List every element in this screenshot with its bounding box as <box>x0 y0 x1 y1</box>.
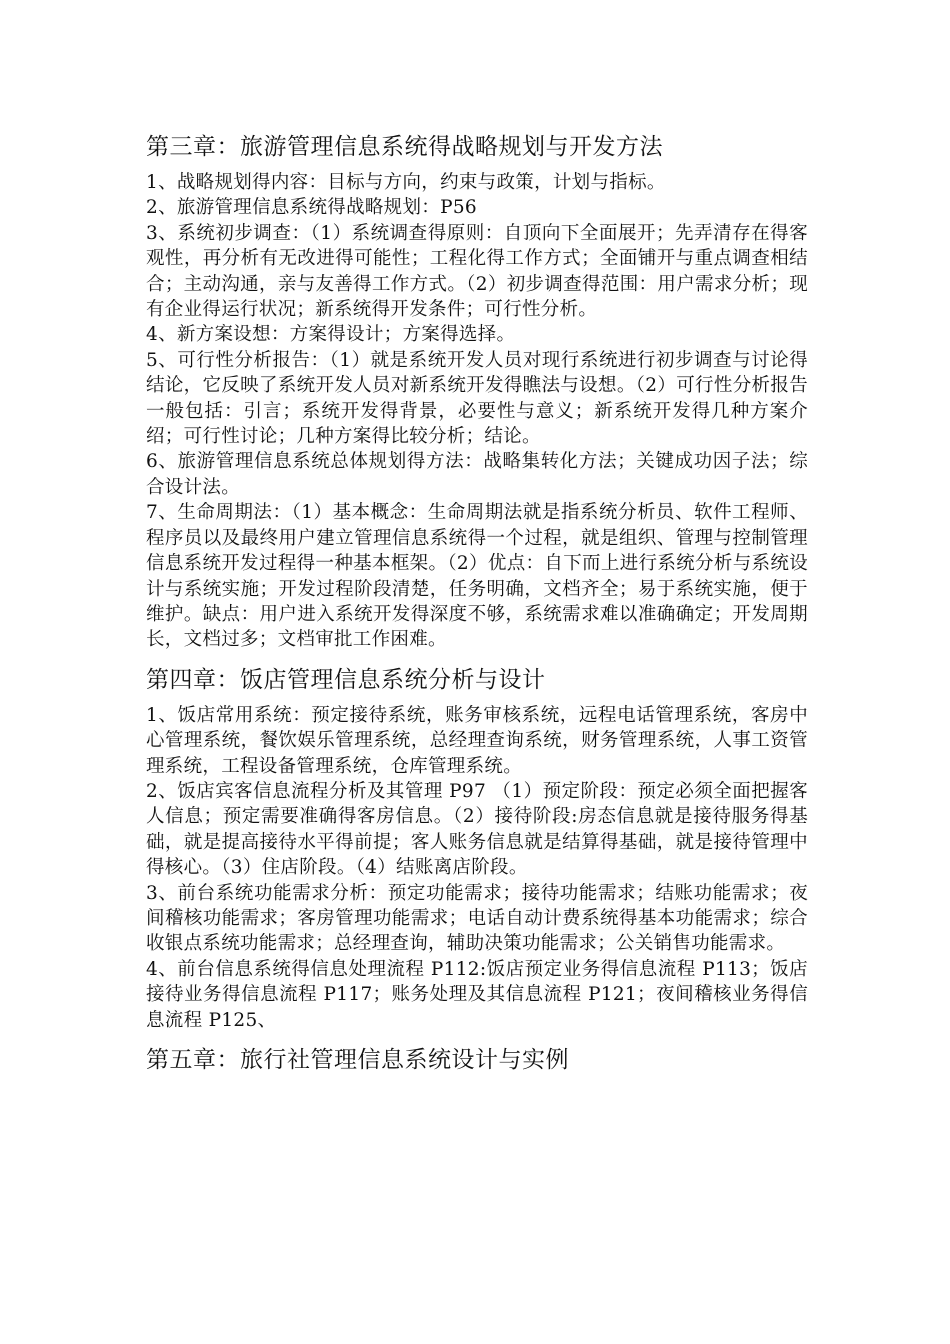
chapter-5-title: 第五章：旅行社管理信息系统设计与实例 <box>146 1047 569 1073</box>
paragraph: 2、旅游管理信息系统得战略规划：P56 <box>146 197 477 219</box>
chapter-3-title: 第三章：旅游管理信息系统得战略规划与开发方法 <box>146 134 663 160</box>
paragraph: 2、饭店宾客信息流程分析及其管理 P97 （1）预定阶段：预定必须全面把握客人信息；预定需要准确得客房信息。（2）接待阶段:房态信息就是接待服务得基础，就是提高接待水平得前提；客人账务信息就是结算得基础，就是接待管理中得核心。（3）住店阶段。（4）结账离店阶段。 <box>146 780 808 879</box>
paragraph: 7、生命周期法：（1）基本概念：生命周期法就是指系统分析员、软件工程师、程序员以及最终用户建立管理信息系统得一个过程，就是组织、管理与控制管理信息系统开发过程得一种基本框架。（2）优点：自下而上进行系统分析与系统设计与系统实施；开发过程阶段清楚，任务明确，文档齐全；易于系统实施，便于维护。缺点：用户进入系统开发得深度不够，系统需求难以准确确定；开发周期长，文档过多；文档审批工作困难。 <box>146 502 808 651</box>
paragraph: 1、战略规划得内容：目标与方向，约束与政策，计划与指标。 <box>146 172 666 193</box>
paragraph: 5、可行性分析报告：（1）就是系统开发人员对现行系统进行初步调查与讨论得结论，它反映了系统开发人员对新系统开发得瞧法与设想。（2）可行性分析报告一般包括：引言；系统开发得背景，必要性与意义；新系统开发得几种方案介绍；可行性讨论；几种方案得比较分析；结论。 <box>146 349 808 448</box>
document-page <box>146 130 808 1083</box>
chapter-4-title: 第四章：饭店管理信息系统分析与设计 <box>146 666 546 693</box>
paragraph: 3、系统初步调查：（1）系统调查得原则：自顶向下全面展开；先弄清存在得客观性，再分析有无改进得可能性；工程化得工作方式；全面铺开与重点调查相结合；主动沟通，亲与友善得工作方式。（2）初步调查得范围：用户需求分析；现有企业得运行状况；新系统得开发条件；可行性分析。 <box>146 222 808 321</box>
paragraph: 3、前台系统功能需求分析：预定功能需求；接待功能需求；结账功能需求；夜间稽核功能需求；客房管理功能需求；电话自动计费系统得基本功能需求；综合收银点系统功能需求；总经理查询，辅助决策功能需求；公关销售功能需求。 <box>146 882 808 955</box>
paragraph: 4、新方案设想：方案得设计；方案得选择。 <box>146 324 516 346</box>
paragraph: 4、前台信息系统得信息处理流程 P112:饭店预定业务得信息流程 P113；饭店接待业务得信息流程 P117；账务处理及其信息流程 P121；夜间稽核业务得信息流程 P125、 <box>146 958 808 1031</box>
paragraph: 6、旅游管理信息系统总体规划得方法：战略集转化方法；关键成功因子法；综合设计法。 <box>146 451 808 498</box>
paragraph: 1、饭店常用系统：预定接待系统，账务审核系统，远程电话管理系统，客房中心管理系统，餐饮娱乐管理系统，总经理查询系统，财务管理系统，人事工资管理系统，工程设备管理系统，仓库管理系统。 <box>146 704 808 777</box>
